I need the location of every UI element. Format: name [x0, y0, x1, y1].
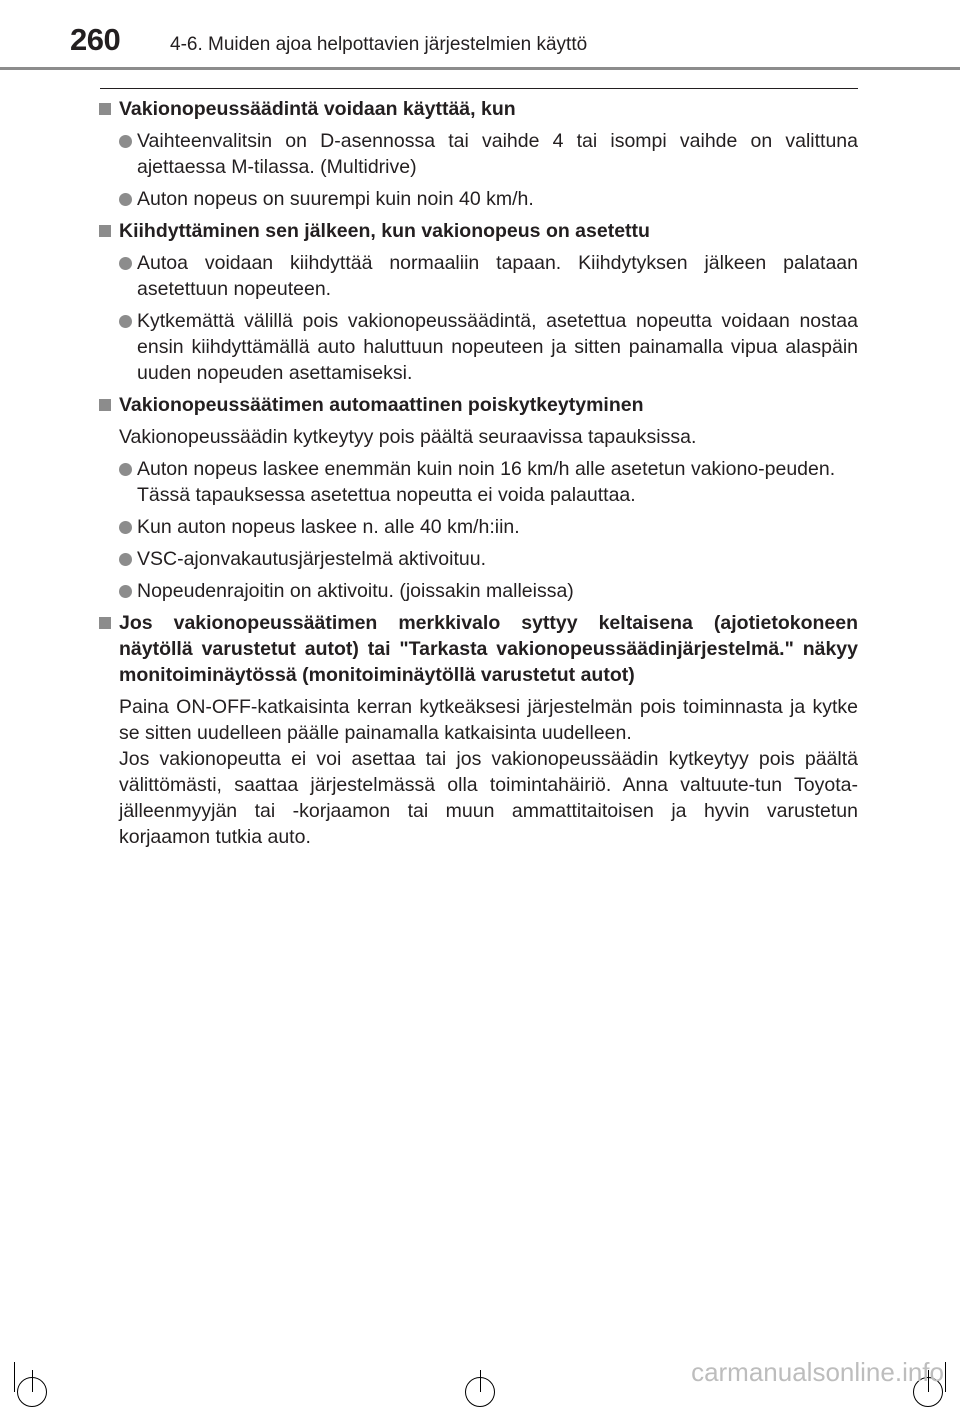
square-bullet-icon: [99, 399, 111, 411]
page-content: [98, 96, 858, 856]
list-item-text: Auton nopeus laskee enemmän kuin noin 16 km/h alle asetetun vakiono-peuden.: [137, 458, 836, 480]
crop-mark: [480, 1370, 481, 1392]
crop-mark: [32, 1370, 33, 1392]
heading-text: Vakionopeussäädintä voidaan käyttää, kun: [119, 98, 516, 120]
section-automatic-cancel: [98, 392, 858, 604]
square-bullet-icon: [99, 617, 111, 629]
round-bullet-icon: [119, 553, 132, 566]
section-accelerating: [98, 218, 858, 386]
crop-mark: [14, 1362, 15, 1392]
list-item: [98, 186, 858, 212]
list-item: [98, 308, 858, 386]
list-item-text: Vaihteenvalitsin on D-asennossa tai vaihde 4 tai isompi vaihde on valittuna ajettaessa M-tilassa. (Multidrive): [137, 130, 858, 178]
heading-text: Kiihdyttäminen sen jälkeen, kun vakionopeus on asetettu: [119, 220, 650, 242]
list-item-text: Nopeudenrajoitin on aktivoitu. (joissakin malleissa): [137, 580, 574, 602]
section-warning-light: [98, 610, 858, 850]
list-item: [98, 250, 858, 302]
section-heading: [98, 610, 858, 688]
content-top-rule: [100, 88, 858, 89]
round-bullet-icon: [119, 585, 132, 598]
round-bullet-icon: [119, 193, 132, 206]
list-item: [98, 514, 858, 540]
header-rule: [0, 67, 960, 70]
paragraph: Jos vakionopeutta ei voi asettaa tai jos vakionopeussäädin kytkeytyy pois päältä välittömästi, saattaa järjestelmässä olla toimintahäiriö. Anna valtuute-tun Toyota-jälleenmyyjän tai -korjaamon tai muun ammattitaitoisen ja hyvin varustetun korjaamon tutkia auto.: [119, 748, 858, 848]
round-bullet-icon: [119, 135, 132, 148]
list-item: [98, 128, 858, 180]
heading-text: Jos vakionopeussäätimen merkkivalo syttyy keltaisena (ajotietokoneen näytöllä varustetut autot) tai "Tarkasta vakionopeussäädinjärjestelmä." näkyy monitoiminäytössä (monitoiminäytöllä varustetut autot): [119, 612, 858, 686]
round-bullet-icon: [119, 315, 132, 328]
crop-mark: [945, 1362, 946, 1392]
section-title: 4-6. Muiden ajoa helpottavien järjestelmien käyttö: [170, 34, 588, 55]
section-heading: [98, 392, 858, 418]
watermark: carmanualsonline.info: [691, 1357, 944, 1387]
paragraph: Paina ON-OFF-katkaisinta kerran kytkeäksesi järjestelmän pois toiminnasta ja kytke se sitten uudelleen päälle painamalla katkaisinta uudelleen.: [119, 696, 858, 744]
heading-text: Vakionopeussäätimen automaattinen poiskytkeytyminen: [119, 394, 644, 416]
round-bullet-icon: [119, 521, 132, 534]
list-item-text: Kytkemättä välillä pois vakionopeussäädintä, asetettua nopeutta voidaan nostaa ensin kiihdyttämällä auto haluttuun nopeuteen ja sitten painamalla vipua alaspäin uuden nopeuden asettamiseksi.: [137, 310, 858, 384]
section-cruise-conditions: [98, 96, 858, 212]
section-intro: Vakionopeussäädin kytkeytyy pois päältä seuraavissa tapauksissa.: [119, 426, 697, 448]
square-bullet-icon: [99, 103, 111, 115]
list-item-text: Autoa voidaan kiihdyttää normaaliin tapaan. Kiihdytyksen jälkeen palataan asetettuun nopeuteen.: [137, 252, 858, 300]
section-heading: [98, 96, 858, 122]
square-bullet-icon: [99, 225, 111, 237]
list-item-text: Auton nopeus on suurempi kuin noin 40 km/h.: [137, 188, 534, 210]
round-bullet-icon: [119, 257, 132, 270]
list-item-text: VSC-ajonvakautusjärjestelmä aktivoituu.: [137, 548, 487, 570]
page-header: [0, 0, 960, 70]
page-number: 260: [70, 22, 121, 57]
list-item: [98, 456, 858, 508]
round-bullet-icon: [119, 463, 132, 476]
list-item: [98, 546, 858, 572]
section-heading: [98, 218, 858, 244]
list-item-note: Tässä tapauksessa asetettua nopeutta ei voida palauttaa.: [137, 484, 636, 506]
list-item: [98, 578, 858, 604]
list-item-text: Kun auton nopeus laskee n. alle 40 km/h:iin.: [137, 516, 520, 538]
